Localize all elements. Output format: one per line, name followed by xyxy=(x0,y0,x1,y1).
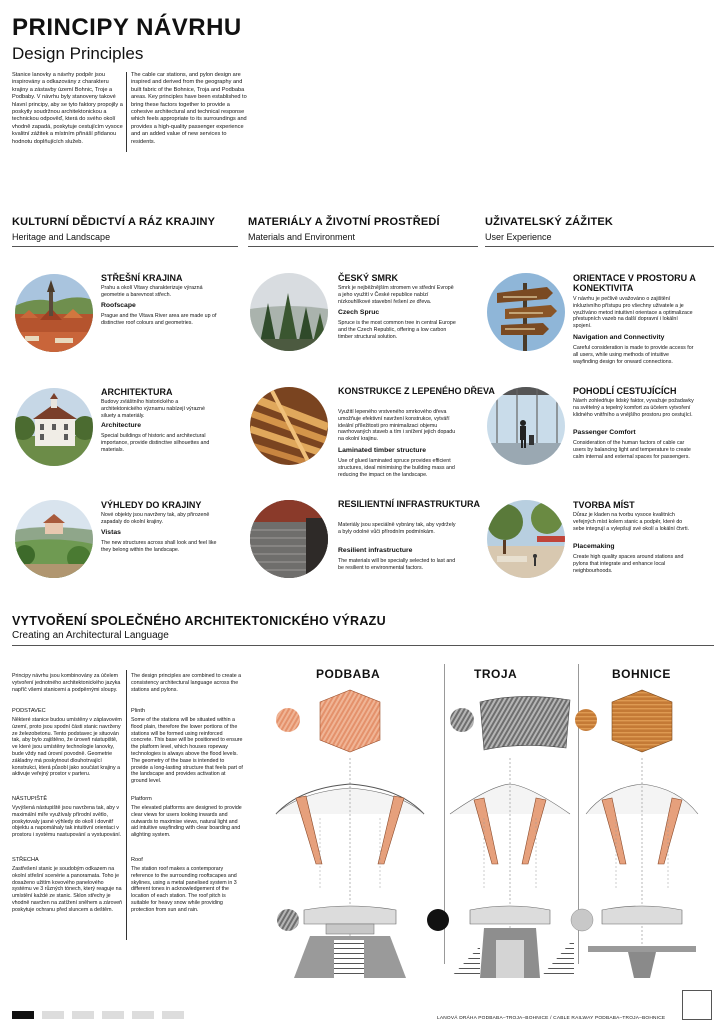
page-subtitle: Design Principles xyxy=(12,44,144,63)
timber-text-cz: Využití lepeného vrstveného smrkového dřeva umožňuje efektivní navržení konstrukce, vytváří ideální příležitosti pro minimalizaci objemu navrhovaných staveb a tím i snížení jejich dopadu na okolní krajinu. xyxy=(338,409,456,443)
station-diagrams xyxy=(270,688,710,978)
comfort-text-en: Consideration of the human factors of cable car users by balancing light and temperature to create calm internal and external spaces for passengers. xyxy=(573,440,691,460)
platform-head-cz: NÁSTUPIŠTĚ xyxy=(12,796,48,802)
vistas-text-en: The new structures across shall look and feel like they belong within the landscape. xyxy=(101,540,217,553)
architecture-text-en: Special buildings of historic and architectural importance, provide distinctive silhouettes and materials. xyxy=(101,433,210,453)
vistas-title: VÝHLEDY DO KRAJINY xyxy=(101,500,202,510)
roofscape-photo xyxy=(15,274,93,352)
plinth-head-cz: PODSTAVEC xyxy=(12,708,46,714)
logo-box xyxy=(682,990,712,1020)
placemaking-title: TVORBA MÍST xyxy=(573,500,635,510)
language-intro-cz: Principy návrhu jsou kombinovány za účelem vytvoření jednotného architektonického jazyka napříč všemi stanicemi a podpěrnými sloupy. xyxy=(12,673,121,693)
language-title: VYTVOŘENÍ SPOLEČNÉHO ARCHITEKTONICKÉHO VÝRAZU xyxy=(12,614,386,628)
platform-text-en: The elevated platforms are designed to provide clear views for users looking inwards and outwards to maximise views, natural light and aid intuitive wayfinding with clear boarding and alighting system. xyxy=(131,805,242,839)
spruce-text-cz: Smrk je nejběžnějším stromem ve střední Evropě a jeho využití v České republice nabízí nízkouhlíkové stavební řešení ze dřeva. xyxy=(338,285,454,305)
timber-text-en: Use of glued laminated spruce provides efficient structures, ideal minimising the building mass and reducing the impact on the landscape. xyxy=(338,458,455,478)
divider xyxy=(126,72,127,152)
section-rule xyxy=(12,645,714,646)
spruce-title: ČESKÝ SMRK xyxy=(338,273,399,283)
timber-subtitle: Laminated timber structure xyxy=(338,447,427,454)
plinth-head-en: Plinth xyxy=(131,708,145,714)
intro-cz: Stanice lanovky a návrhy podpěr jsou inspirovány a odkazovány z charakteru krajiny a zástavby území Bohnic, Troje a Podbaby. V návrhu byly stanoveny takové hlavní principy, aby se tyto faktory propojily a poskytly soudržnou architektonickou a technickou odpověď, která do svého okolí vhodně zapadá, poskytuje cestujícím vysoce kvalitní zážitek a místním přináší přidanou hodnotu doplňujících služeb. xyxy=(12,72,123,145)
placemaking-text-en: Create high quality spaces around stations and pylons that integrate and enhance local neighbourhoods. xyxy=(573,554,684,574)
timber-photo xyxy=(250,387,328,465)
placemaking-subtitle: Placemaking xyxy=(573,543,615,550)
troja-diagram xyxy=(427,696,574,978)
language-subtitle: Creating an Architectural Language xyxy=(12,630,169,641)
roof-head-en: Roof xyxy=(131,857,143,863)
section-rule xyxy=(12,246,238,247)
roof-head-cz: STŘECHA xyxy=(12,857,39,863)
section-rule xyxy=(485,246,714,247)
vistas-photo xyxy=(15,500,93,578)
resilient-photo xyxy=(250,500,328,578)
section-title-heritage: KULTURNÍ DĚDICTVÍ A RÁZ KRAJINY xyxy=(12,216,216,228)
section-subtitle-heritage: Heritage and Landscape xyxy=(12,232,111,242)
section-subtitle-materials: Materials and Environment xyxy=(248,232,356,242)
plinth-text-cz: Některé stanice budou umístěny v záplavovém území, proto jsou spodní části stanic navrženy ze železobetonu. Tento podstavec je situován tak, aby bylo zajištěno, že úroveň nástupiště, ve které jsou umístěny technologie lanovky, bude vždy nad úrovní povodně. Geometrie základny má poskytnout dlouhotrvající konstrukci, která působí jako součást krajiny a aktivuje veřejný prostor v parteru. xyxy=(12,717,122,778)
platform-text-cz: Vyvýšená nástupiště jsou navržena tak, aby v maximální míře využívaly přírodní světlo, poskytovaly jasné výhledy do okolí i dovnitř objektu a napomáhaly tak intuitivní orientaci v prostoru i systému nastupování a vystupování. xyxy=(12,805,122,839)
navigation-photo xyxy=(487,273,565,351)
resilient-text-cz: Materiály jsou speciálně vybrány tak, aby vydržely a byly odolné vůči přírodním podmínkám. xyxy=(338,522,456,535)
architecture-photo xyxy=(15,388,93,466)
platform-head-en: Platform xyxy=(131,796,152,802)
roofscape-title: STŘEŠNÍ KRAJINA xyxy=(101,273,183,283)
page-indicator-active xyxy=(12,1011,34,1019)
spruce-photo xyxy=(250,273,328,351)
page-indicator xyxy=(72,1011,94,1019)
resilient-subtitle: Resilient infrastructure xyxy=(338,547,413,554)
podbaba-diagram xyxy=(276,690,424,978)
plinth-text-en: Some of the stations will be situated within a flood plain, therefore the lower portions of the stations will be formed using reinforced concrete. This base will be positioned to ensure the platform level, which houses ropeway technologies is always above the flood levels. The geometry of the base is intended to provide a long-lasting structure that feels part of the landscape and provides activation at ground level. xyxy=(131,717,243,785)
comfort-subtitle: Passenger Comfort xyxy=(573,429,636,436)
footer-text: LANOVÁ DRÁHA PODBABA–TROJA–BOHNICE / CABLE RAILWAY PODBABA–TROJA–BOHNICE xyxy=(437,1016,666,1021)
page-indicator xyxy=(162,1011,184,1019)
section-rule xyxy=(248,246,478,247)
architecture-subtitle: Architecture xyxy=(101,422,142,429)
resilient-text-en: The materials will be specially selected to last and be resilient to environmental factors. xyxy=(338,558,456,571)
roofscape-subtitle: Roofscape xyxy=(101,302,136,309)
divider xyxy=(126,670,127,940)
bohnice-diagram xyxy=(571,690,698,978)
spruce-subtitle: Czech Spruc xyxy=(338,309,380,316)
station-bohnice: BOHNICE xyxy=(612,667,671,681)
roofscape-text-cz: Prahu a okolí Vltavy charakterizuje výrazná geometrie a barevnost střech. xyxy=(101,285,203,298)
spruce-text-en: Spruce is the most common tree in central Europe and the Czech Republic, offering a low carbon timber structural solution. xyxy=(338,320,456,340)
navigation-title: ORIENTACE V PROSTORU A KONEKTIVITA xyxy=(573,273,696,293)
page-indicator xyxy=(42,1011,64,1019)
placemaking-text-cz: Důraz je kladen na tvorbu vysoce kvalitních veřejných míst kolem stanic a podpěr, které do sebe integrují a vylepšují své okolí a lokální čtvrti. xyxy=(573,512,689,532)
intro-en: The cable car stations, and pylon design are inspired and derived from the geography and built fabric of the Bohnice, Troja and Podbaba areas. Key principles have been established to bring these factors together to provide a cohesive architectural and technical response which feels appropriate to its surroundings and provides a high-quality passenger experience and an added value of new services to residents. xyxy=(131,72,247,145)
page-indicator xyxy=(132,1011,154,1019)
language-intro-en: The design principles are combined to create a consistency architectural language across the stations and pylons. xyxy=(131,673,242,693)
station-troja: TROJA xyxy=(474,667,518,681)
section-subtitle-user: User Experience xyxy=(485,232,552,242)
navigation-text-en: Careful consideration is made to provide access for all users, while using methods of intuitive wayfinding design for onward connections. xyxy=(573,345,694,365)
page-indicator xyxy=(102,1011,124,1019)
vistas-subtitle: Vistas xyxy=(101,529,121,536)
timber-title: KONSTRUKCE Z LEPENÉHO DŘEVA xyxy=(338,386,495,396)
navigation-text-cz: V návrhu je pečlivě uvažováno o zajištění inkluzivního přístupu pro všechny uživatele a je využíváno metod intuitivní orientace a optimalizace přestupních vazeb na další dopravní i lokální spojení. xyxy=(573,296,693,330)
architecture-title: ARCHITEKTURA xyxy=(101,387,173,397)
architecture-text-cz: Budovy zvláštního historického a architektonického významu nabízejí výrazné siluety a materiály. xyxy=(101,399,205,419)
navigation-subtitle: Navigation and Connectivity xyxy=(573,334,665,341)
section-title-user: UŽIVATELSKÝ ZÁŽITEK xyxy=(485,216,614,228)
comfort-title: POHODLÍ CESTUJÍCÍCH xyxy=(573,386,677,396)
roof-text-en: The station roof makes a contemporary reference to the surrounding rooftscapes and skylines, using a metal panelised system in 3 different tones in acknowledgement of the location of each station. The roof pitch is suitable for heavy snow while providing protection from sun and rain. xyxy=(131,866,237,913)
placemaking-photo xyxy=(487,500,565,578)
page-title: PRINCIPY NÁVRHU xyxy=(12,14,242,41)
comfort-photo xyxy=(487,387,565,465)
resilient-title: RESILIENTNÍ INFRASTRUKTURA xyxy=(338,499,480,509)
roof-text-cz: Zastřešení stanic je soudobým odkazem na okolní střešní scenérie a panoramata. Toho je dosaženo užitím kovového panelového systému ve 3 různých tónech, který reaguje na umístění každé ze stanic. Sklon střechy je vhodně navržen na zatížení sněhem a zároveň poskytuje ochranu před sluncem a deštěm. xyxy=(12,866,123,913)
roofscape-text-en: Prague and the Vltava River area are made up of distinctive roof colours and geometries. xyxy=(101,313,217,326)
section-title-materials: MATERIÁLY A ŽIVOTNÍ PROSTŘEDÍ xyxy=(248,216,440,228)
vistas-text-cz: Nové objekty jsou navrženy tak, aby přirozeně zapadaly do okolní krajiny. xyxy=(101,512,210,525)
comfort-text-cz: Návrh zohledňuje lidský faktor, vyvažuje požadavky na světelný a tepelný komfort za účelem vytvoření klidného vnitřního a vnějšího prostoru pro cestující. xyxy=(573,398,694,418)
station-podbaba: PODBABA xyxy=(316,667,381,681)
